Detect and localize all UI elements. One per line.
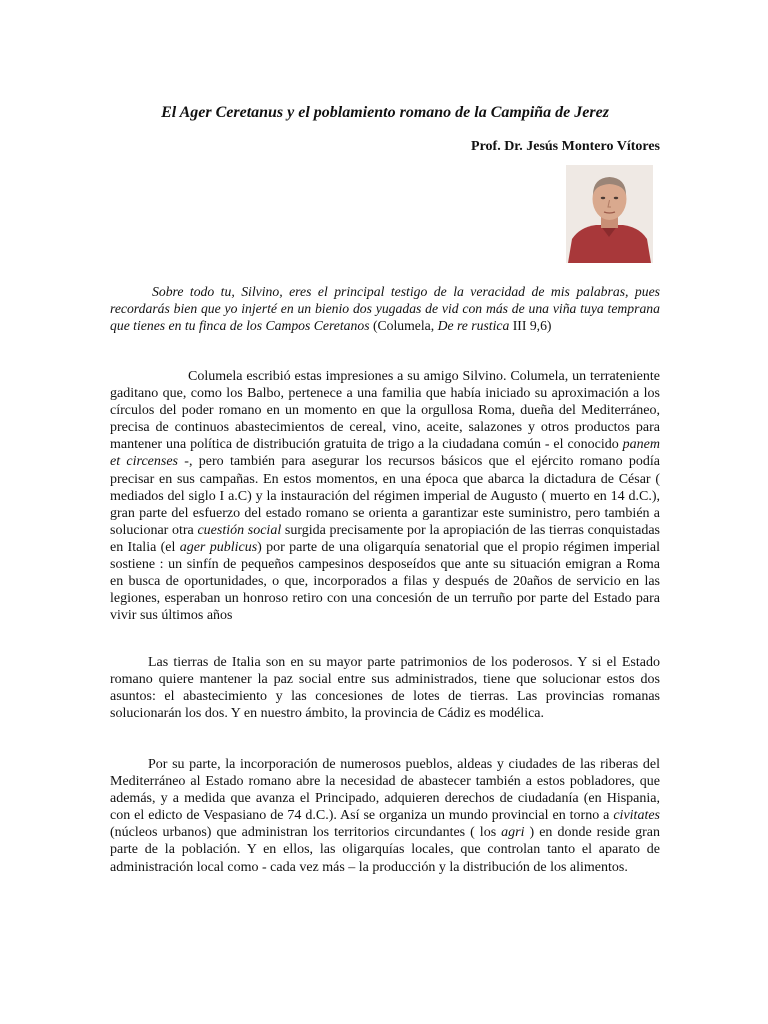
- italic-term: cuestión social: [197, 522, 282, 538]
- paragraph-text: ) en donde reside gran parte de la población. Y en ellos, las oligarquías locales, que controlan tanto el aparato de administración local como - cada vez más – la producción y la distribución de los alimentos.: [110, 825, 660, 875]
- document-title: El Ager Ceretanus y el poblamiento romano de la Campiña de Jerez: [161, 104, 609, 121]
- paragraph-text: ) por parte de una oligarquía senatorial que el propio régimen imperial sostiene : un sinfín de pequeños campesinos desposeídos que ante su situación emigran a Roma en busca de oportunidades, o que, incorporados a filas y después de 20años de servicio en las legiones, esperaban un honroso retiro con una concesión de un terruño por parte del Estado para vivir sus últimos años: [110, 539, 660, 624]
- epigraph-source-work: De re rustica: [437, 318, 510, 334]
- author-portrait-icon: [566, 165, 653, 263]
- epigraph: [110, 283, 660, 334]
- epigraph-source-pre: (Columela,: [369, 318, 438, 334]
- paragraph-columela: [110, 368, 660, 624]
- author-portrait: [566, 165, 653, 263]
- paragraph-text: surgida precisamente por la apropiación de las tierras conquistadas en Italia (el: [110, 522, 660, 555]
- epigraph-quote: Sobre todo tu, Silvino, eres el principal testigo de la veracidad de mis palabras, pues recordarás bien que yo injerté en un bienio dos yugadas de vid con más de una viña tuya temprana que tienes en tu finca de los Campos Ceretanos: [110, 284, 660, 334]
- italic-term: agri: [501, 825, 525, 841]
- paragraph-text: Por su parte, la incorporación de numerosos pueblos, aldeas y ciudades de las riberas del Mediterráneo al Estado romano abre la necesidad de abastecer también a estos pobladores, que además, y a medida que avanza el Principado, adquieren derechos de ciudadanía (en Hispania, con el edicto de Vespasiano de 74 d.C.). Así se organiza un mundo provincial en torno a: [110, 757, 660, 824]
- paragraph-text: -, pero también para asegurar los recursos básicos que el ejército romano podía precisar en sus campañas. En estos momentos, en una época que abarca la dictadura de César ( mediados del siglo I a.C) y la instauración del régimen imperial de Augusto ( muerto en 14 d.C.), gran parte del esfuerzo del estado romano se orienta a garantizar este suministro, pero también a solucionar otra: [110, 454, 660, 538]
- italic-term: ager publicus: [179, 539, 258, 555]
- italic-term: panem et circenses: [110, 437, 660, 470]
- italic-term: civitates: [613, 808, 660, 824]
- epigraph-source-post: III 9,6): [509, 318, 552, 334]
- paragraph-text: Columela escribió estas impresiones a su amigo Silvino. Columela, un terrateniente gaditano que, como los Balbo, pertenece a una familia que había iniciado su aproximación a los círculos del poder romano en un momento en que la orgullosa Roma, dueña del Mediterráneo, precisa de continuos abastecimientos de cereal, vino, aceite, salazones y otros productos para mantener una política de distribución gratuita de trigo a la ciudadana común - el conocido: [110, 369, 660, 453]
- paragraph-provincias: [110, 756, 660, 876]
- paragraph-text: Las tierras de Italia son en su mayor parte patrimonios de los poderosos. Y si el Estado romano quiere mantener la paz social entre sus administrados, tiene que solucionar estos dos asuntos: el abastecimiento y las concesiones de lotes de tierras. Las provincias romanas solucionarán los dos. Y en nuestro ámbito, la provincia de Cádiz es modélica.: [110, 655, 660, 722]
- paragraph-italia: [110, 654, 660, 722]
- author-name: Prof. Dr. Jesús Montero Vítores: [471, 139, 660, 154]
- paragraph-text: (núcleos urbanos) que administran los territorios circundantes ( los: [110, 825, 502, 841]
